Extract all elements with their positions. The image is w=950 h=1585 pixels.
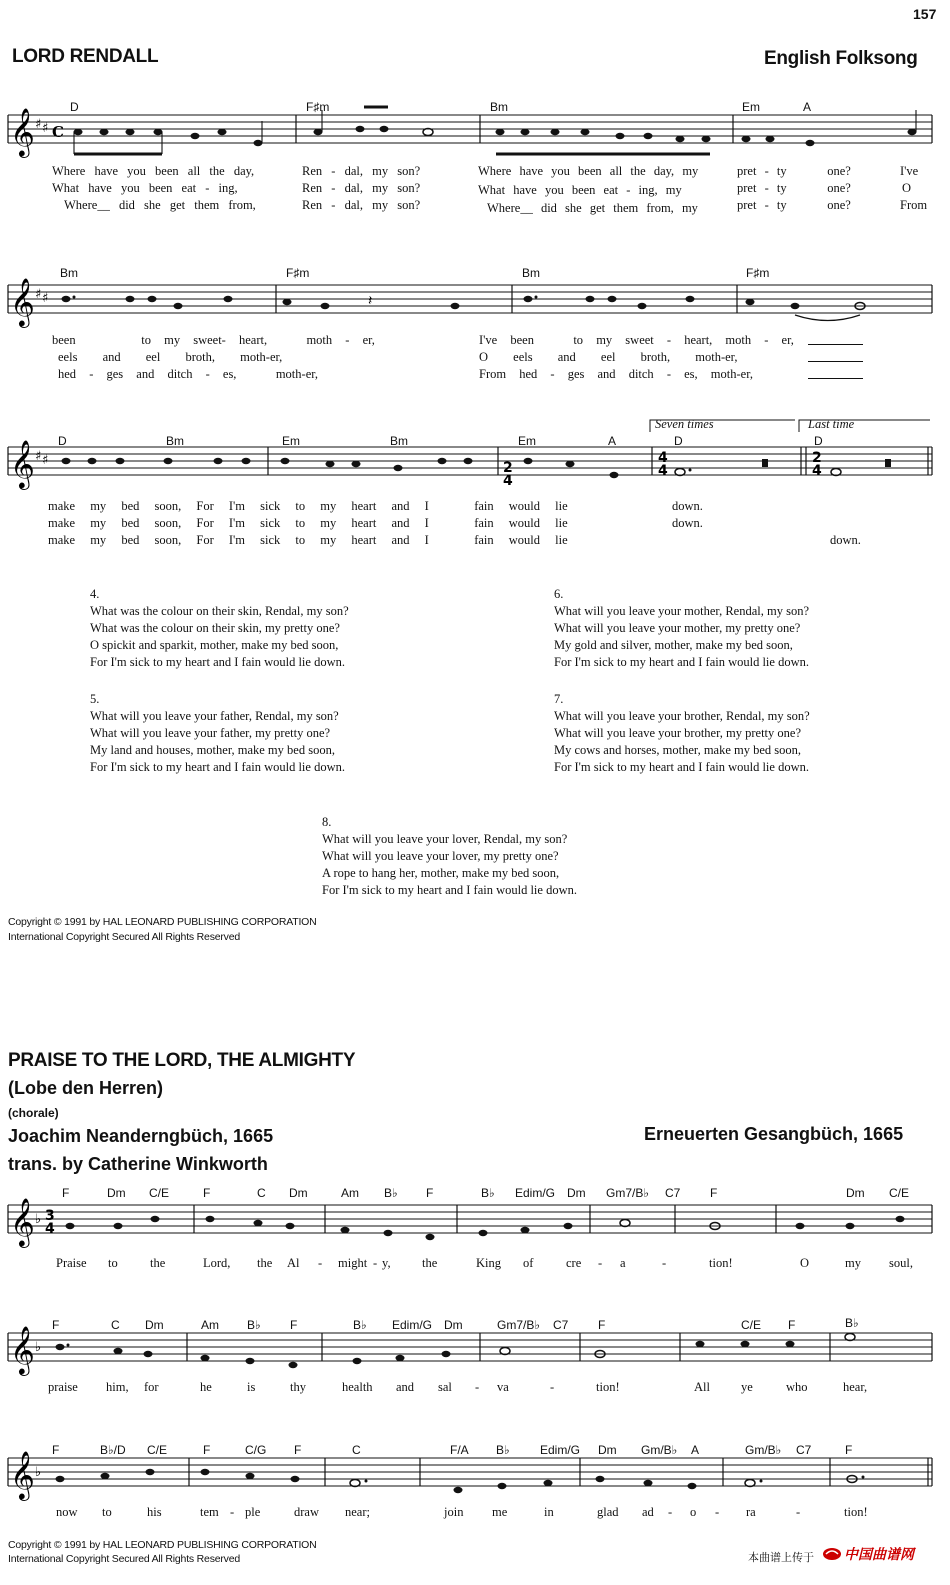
lyric-word: me [492, 1505, 508, 1519]
lyric-word: glad [597, 1505, 619, 1519]
chord: Bm [390, 434, 408, 448]
lyric-line: Where__ did she get them from, my [487, 201, 698, 215]
lyric-word: and [396, 1380, 415, 1394]
chord: F [426, 1186, 434, 1200]
lyric-word: - [715, 1505, 720, 1519]
lyric-word: down. [672, 499, 703, 513]
lyric-word: near; [345, 1505, 370, 1519]
song-subtitle: (Lobe den Herren) [8, 1078, 164, 1098]
chord: F [788, 1318, 796, 1332]
lyric-line: make my bed soon, For I'm sick to my heart and I fain would lie [48, 516, 568, 530]
chord: F [710, 1186, 718, 1200]
chord: D [58, 434, 67, 448]
lyric-word: tem [200, 1505, 219, 1519]
lyric-line: eels and eel broth, moth-er, [58, 350, 283, 364]
chord: Dm [289, 1186, 308, 1200]
chord: A [608, 434, 617, 448]
chord: Dm [145, 1318, 164, 1332]
chord: F [294, 1443, 302, 1457]
chord: Bm [522, 266, 540, 280]
lyric-word: From [900, 198, 928, 212]
notes-system-3 [62, 450, 892, 489]
lyric-line: hed - ges and ditch - es, moth-er, [58, 367, 319, 381]
chord: Dm [107, 1186, 126, 1200]
chord: Dm [567, 1186, 586, 1200]
lyric-word: the [257, 1256, 273, 1270]
treble-clef-icon: 𝄞 [10, 1197, 35, 1246]
lyric-word: tion! [844, 1505, 868, 1519]
svg-text:♯: ♯ [42, 121, 49, 136]
chord: C7 [665, 1186, 681, 1200]
song-title: LORD RENDALL [12, 46, 159, 67]
ending-label-seven-times: Seven times [655, 417, 714, 431]
lyric-word: soul, [889, 1256, 913, 1270]
staff-system-2 [0, 260, 950, 340]
chord: C7 [796, 1443, 812, 1457]
chord: Em [282, 434, 300, 448]
chord: Am [201, 1318, 219, 1332]
svg-text:4: 4 [658, 450, 668, 466]
flat-icon: ♭ [35, 1465, 42, 1480]
svg-text:4: 4 [812, 463, 822, 479]
chord: C7 [553, 1318, 569, 1332]
notes-system-5 [56, 1334, 856, 1369]
chord: F♯m [746, 266, 770, 280]
lyric-line: Ren - dal, my son? [302, 164, 421, 178]
lyric-word: ad [642, 1505, 654, 1519]
upload-note: 本曲谱上传于 [748, 1552, 814, 1564]
lyric-line: What have you been eat - ing, my [478, 183, 682, 197]
chord: Dm [444, 1318, 463, 1332]
chord: B♭ [481, 1186, 495, 1200]
notes-system-2 [62, 293, 866, 321]
chord: C [257, 1186, 266, 1200]
lyric-word: draw [294, 1505, 319, 1519]
song-origin: English Folksong [764, 48, 918, 69]
lyric-word: ple [245, 1505, 261, 1519]
svg-text:3: 3 [45, 1208, 55, 1224]
sharp-icon: ♯ [35, 287, 42, 302]
chord: A [691, 1443, 700, 1457]
svg-text:2: 2 [503, 460, 513, 476]
chord: B♭ [384, 1186, 398, 1200]
sharp-icon: ♯ [35, 449, 42, 464]
lyric-word: tion! [596, 1380, 620, 1394]
flat-icon: ♭ [35, 1340, 42, 1355]
chord: Am [341, 1186, 359, 1200]
lyric-word: might [338, 1256, 368, 1270]
composer: Joachim Neanderngbüch, 1665 [8, 1126, 274, 1146]
svg-text:4: 4 [658, 463, 668, 479]
chord: F [598, 1318, 606, 1332]
lyric-line: Ren - dal, my son? [302, 198, 421, 212]
lyric-line: Where__ did she get them from, [64, 198, 256, 212]
lyric-word: va [497, 1380, 509, 1394]
lyric-word: - [662, 1256, 667, 1270]
lyric-word: health [342, 1380, 373, 1394]
verse-6: 6. What will you leave your mother, Rendal, my son? What will you leave your mother, my pretty one? My gold and silver, mother, make my bed soon, For I'm sick to my heart and I fain would lie down. [554, 587, 809, 669]
lyric-line: I've been to my sweet - heart, moth - er, [479, 333, 794, 347]
lyric-word: - [475, 1380, 480, 1394]
lyric-line: Where have you been all the day, [52, 164, 255, 178]
chord: B♭ [247, 1318, 261, 1332]
lyric-line: pret - ty one? [737, 181, 851, 195]
staff-system-6 [0, 1450, 950, 1510]
chord: B♭ [353, 1318, 367, 1332]
staff-system-5 [0, 1325, 950, 1385]
lyric-word: him, [106, 1380, 129, 1394]
lyric-word: down. [672, 516, 703, 530]
lyric-word: O [800, 1256, 810, 1270]
chord: Gm7/B♭ [497, 1318, 541, 1332]
chord: Bm [60, 266, 78, 280]
lyric-word: who [786, 1380, 808, 1394]
chord: Gm7/B♭ [606, 1186, 650, 1200]
lyric-word: cre [566, 1256, 582, 1270]
verse-4: 4. What was the colour on their skin, Rendal, my son? What was the colour on their skin, my pretty one? O spickit and sparkit, mother, make my bed soon, For I'm sick to my heart and I fain would lie down. [90, 587, 349, 669]
chord: C/E [889, 1186, 910, 1200]
treble-clef-icon: 𝄞 [10, 277, 35, 326]
logo-icon [822, 1544, 842, 1564]
chord: B♭ [845, 1316, 859, 1330]
chord: Gm/B♭ [641, 1443, 678, 1457]
lyric-word: praise [48, 1380, 78, 1394]
chord: B♭/D [100, 1443, 126, 1457]
chord: D [70, 100, 79, 114]
lyric-word: the [422, 1256, 438, 1270]
copyright-notice: Copyright © 1991 by HAL LEONARD PUBLISHING CORPORATION International Copyright Secured All Rights Reserved [8, 1539, 317, 1565]
lyric-word: O [902, 181, 912, 195]
lyric-word: y, [382, 1256, 391, 1270]
lyric-word: of [523, 1256, 534, 1270]
lyric-word: Praise [56, 1256, 87, 1270]
chord: C/E [741, 1318, 762, 1332]
chord: D [674, 434, 683, 448]
svg-text:𝄽: 𝄽 [368, 293, 373, 309]
lyric-line: What have you been eat - ing, [52, 181, 238, 195]
lyric-line: make my bed soon, For I'm sick to my heart and I fain would lie [48, 533, 568, 547]
lyric-line: From hed - ges and ditch - es, moth-er, [479, 367, 753, 381]
chord: Em [742, 100, 760, 114]
staff-system-4 [0, 1195, 950, 1265]
svg-text:♯: ♯ [42, 291, 49, 306]
lyric-word: join [444, 1505, 464, 1519]
lyric-word: sal [438, 1380, 452, 1394]
lyric-word: King [476, 1256, 501, 1270]
lyric-word: - [668, 1505, 673, 1519]
song-style: (chorale) [8, 1106, 59, 1120]
treble-clef-icon: 𝄞 [10, 1325, 35, 1374]
svg-text:2: 2 [812, 450, 822, 466]
lyric-word: o [690, 1505, 697, 1519]
chord-row: F [62, 1186, 70, 1200]
lyric-word: the [150, 1256, 166, 1270]
lyric-word: - [373, 1256, 378, 1270]
song-title: PRAISE TO THE LORD, THE ALMIGHTY [8, 1050, 356, 1071]
common-time-icon: C [52, 123, 64, 141]
lyric-line: make my bed soon, For I'm sick to my heart and I fain would lie [48, 499, 568, 513]
treble-clef-icon: 𝄞 [10, 107, 35, 156]
lyric-word: thy [290, 1380, 306, 1394]
chord: F♯m [306, 100, 330, 114]
copyright-notice: Copyright © 1991 by HAL LEONARD PUBLISHING CORPORATION International Copyright Secured All Rights Reserved [8, 916, 317, 943]
svg-text:♯: ♯ [42, 453, 49, 468]
lyric-word: ye [741, 1380, 753, 1394]
lyric-word: tion! [709, 1256, 733, 1270]
ending-label-last-time: Last time [808, 417, 855, 431]
chord: A [803, 100, 812, 114]
chord: F [290, 1318, 298, 1332]
chord: F♯m [286, 266, 310, 280]
lyric-word: - [318, 1256, 323, 1270]
lyric-line: Ren - dal, my son? [302, 181, 421, 195]
chord: Edim/G [392, 1318, 433, 1332]
chord: C/G [245, 1443, 267, 1457]
lyric-word: hear, [843, 1380, 868, 1394]
source: Erneuerten Gesangbüch, 1665 [644, 1124, 904, 1144]
lyric-word: Lord, [203, 1256, 231, 1270]
lyric-word: his [147, 1505, 162, 1519]
verse-7: 7. What will you leave your brother, Rendal, my son? What will you leave your brother, my pretty one? My cows and horses, mother, make my bed soon, For I'm sick to my heart and I fain would lie down. [554, 692, 810, 774]
chord: Bm [490, 100, 508, 114]
chord: Edim/G [540, 1443, 581, 1457]
chord: F/A [450, 1443, 469, 1457]
lyric-word: my [845, 1256, 861, 1270]
chord: Bm [166, 434, 184, 448]
lyric-word: in [544, 1505, 554, 1519]
notes-system-1 [74, 107, 917, 154]
extender-line [808, 361, 863, 362]
sharp-icon: ♯ [35, 117, 42, 132]
lyric-line: Where have you been all the day, my [478, 164, 699, 178]
chord: Dm [598, 1443, 617, 1457]
site-logo: 中国曲谱网 [822, 1544, 914, 1564]
lyric-word: down. [830, 533, 861, 547]
lyric-line: O eels and eel broth, moth-er, [479, 350, 738, 364]
translator: trans. by Catherine Winkworth [8, 1154, 268, 1174]
chord: Gm/B♭ [745, 1443, 782, 1457]
lyric-word: for [144, 1380, 159, 1394]
lyric-line: pret - ty one? [737, 164, 851, 178]
lyric-word: is [247, 1380, 256, 1394]
chord: C [111, 1318, 120, 1332]
extender-line [808, 378, 863, 379]
lyric-word: - [598, 1256, 603, 1270]
treble-clef-icon: 𝄞 [10, 439, 35, 488]
svg-text:4: 4 [45, 1221, 55, 1237]
lyric-line: pret - ty one? [737, 198, 851, 212]
chord: F [203, 1186, 211, 1200]
chord: F [203, 1443, 211, 1457]
lyric-word: - [230, 1505, 235, 1519]
lyric-word: a [620, 1256, 626, 1270]
lyric-word: he [200, 1380, 212, 1394]
lyric-word: All [694, 1380, 710, 1394]
lyric-word: - [796, 1505, 801, 1519]
verse-8: 8. What will you leave your lover, Rendal, my son? What will you leave your lover, my pretty one? A rope to hang her, mother, make my bed soon, For I'm sick to my heart and I fain would lie down. [322, 815, 577, 897]
lyric-line: been to my sweet- heart, moth - er, [52, 333, 375, 347]
lyric-word: Al [287, 1256, 300, 1270]
chord: C/E [149, 1186, 170, 1200]
chord: F [52, 1318, 60, 1332]
lyric-word: - [550, 1380, 555, 1394]
lyric-word: now [56, 1505, 78, 1519]
chord: C [352, 1443, 361, 1457]
chord: D [814, 434, 823, 448]
chord: C/E [147, 1443, 168, 1457]
lyric-word: to [102, 1505, 112, 1519]
page-number: 157 [913, 6, 937, 22]
lyric-word: I've [900, 164, 919, 178]
svg-text:4: 4 [503, 473, 513, 489]
chord: F [52, 1443, 60, 1457]
lyric-word: ra [746, 1505, 756, 1519]
chord: F [845, 1443, 853, 1457]
chord: Em [518, 434, 536, 448]
verse-5: 5. What will you leave your father, Rendal, my son? What will you leave your father, my pretty one? My land and houses, mother, make my bed soon, For I'm sick to my heart and I fain would lie down. [90, 692, 345, 774]
treble-clef-icon: 𝄞 [10, 1450, 35, 1499]
chord: B♭ [496, 1443, 510, 1457]
flat-icon: ♭ [35, 1212, 42, 1227]
chord: Dm [846, 1186, 865, 1200]
extender-line [808, 344, 863, 345]
chord: Edim/G [515, 1186, 556, 1200]
lyric-word: to [108, 1256, 118, 1270]
